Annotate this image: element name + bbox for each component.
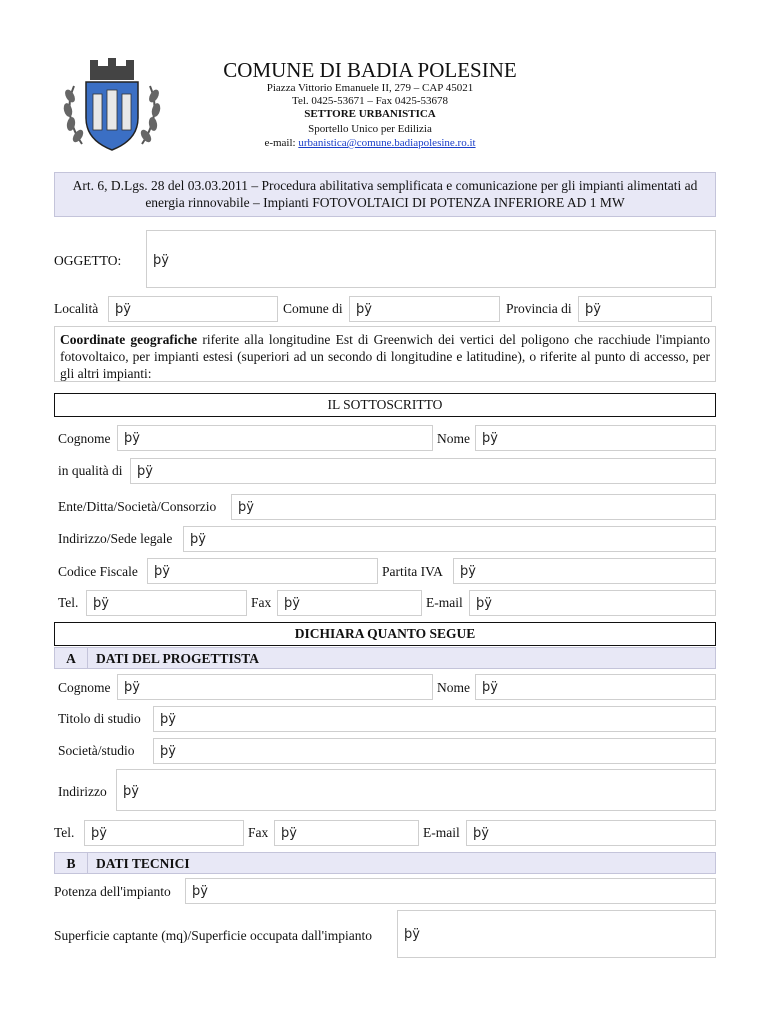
potenza-field[interactable]: þÿ — [185, 878, 716, 904]
email-field[interactable]: þÿ — [469, 590, 716, 616]
email-link[interactable]: urbanistica@comune.badiapolesine.ro.it — [298, 137, 476, 149]
cognome-label: Cognome — [58, 431, 111, 446]
coordinates-text: riferite alla longitudine Est di Greenwich dei vertici del poligono che racchiude l'impianto fotovoltaico, per impianti estesi (superiori ad un secondo di longitudine e latitudine), o riferite al punto di accesso, per gli altri impianti: — [60, 332, 710, 381]
piva-label: Partita IVA — [382, 564, 443, 579]
coordinates-note — [54, 326, 716, 382]
section-a-letter: A — [55, 648, 88, 668]
dichiara-heading: DICHIARA QUANTO SEGUE — [54, 622, 716, 646]
oggetto-field[interactable]: þÿ — [146, 230, 716, 288]
prog-fax-field[interactable]: þÿ — [274, 820, 419, 846]
prog-cognome-label: Cognome — [58, 680, 111, 695]
tel-label: Tel. — [58, 595, 79, 610]
oggetto-label: OGGETTO: — [54, 253, 122, 268]
provincia-label: Provincia di — [506, 301, 572, 316]
sector-line: SETTORE URBANISTICA — [304, 108, 436, 120]
section-b-title: DATI TECNICI — [96, 856, 190, 871]
superficie-label: Superficie captante (mq)/Superficie occupata dall'impianto — [54, 928, 373, 943]
municipality-title: COMUNE DI BADIA POLESINE — [223, 58, 517, 82]
provincia-field[interactable]: þÿ — [578, 296, 712, 322]
phone-line: Tel. 0425-53671 – Fax 0425-53678 — [292, 95, 448, 107]
titolo-label: Titolo di studio — [58, 711, 141, 726]
prog-cognome-field[interactable]: þÿ — [117, 674, 433, 700]
email-prefix: e-mail: — [264, 137, 299, 149]
societa-field[interactable]: þÿ — [153, 738, 716, 764]
societa-label: Società/studio — [58, 743, 135, 758]
indirizzo-field[interactable]: þÿ — [183, 526, 716, 552]
potenza-label: Potenza dell'impianto — [54, 884, 171, 899]
cf-label: Codice Fiscale — [58, 564, 138, 579]
section-a-title: DATI DEL PROGETTISTA — [96, 651, 260, 666]
cognome-field[interactable]: þÿ — [117, 425, 433, 451]
prog-indirizzo-field[interactable]: þÿ — [116, 769, 716, 811]
partita-iva-field[interactable]: þÿ — [453, 558, 716, 584]
office-line: Sportello Unico per Edilizia — [308, 123, 432, 135]
fax-field[interactable]: þÿ — [277, 590, 422, 616]
address-line: Piazza Vittorio Emanuele II, 279 – CAP 45021 — [266, 82, 474, 94]
prog-nome-field[interactable]: þÿ — [475, 674, 716, 700]
localita-field[interactable]: þÿ — [108, 296, 278, 322]
indirizzo-label: Indirizzo/Sede legale — [58, 531, 173, 546]
nome-label: Nome — [437, 431, 470, 446]
prog-indirizzo-label: Indirizzo — [58, 784, 107, 799]
sottoscritto-heading: IL SOTTOSCRITTO — [54, 393, 716, 417]
ente-field[interactable]: þÿ — [231, 494, 716, 520]
superficie-field[interactable]: þÿ — [397, 910, 716, 958]
article-reference: Art. 6, D.Lgs. 28 del 03.03.2011 – Procedura abilitativa semplificata e comunicazione per gli impianti alimentati ad energia rinnovabile – Impianti FOTOVOLTAICI DI POTENZA INFERIORE AD 1 MW — [54, 172, 716, 217]
titolo-field[interactable]: þÿ — [153, 706, 716, 732]
section-a-header — [54, 647, 716, 669]
codice-fiscale-field[interactable]: þÿ — [147, 558, 378, 584]
prog-tel-field[interactable]: þÿ — [84, 820, 244, 846]
prog-fax-label: Fax — [248, 825, 269, 840]
prog-email-field[interactable]: þÿ — [466, 820, 716, 846]
email-line — [170, 137, 570, 150]
section-b-header — [54, 852, 716, 874]
prog-tel-label: Tel. — [54, 825, 75, 840]
section-b-letter: B — [55, 853, 88, 873]
qualita-field[interactable]: þÿ — [130, 458, 716, 484]
comune-label: Comune di — [283, 301, 343, 316]
localita-label: Località — [54, 301, 99, 316]
tel-field[interactable]: þÿ — [86, 590, 247, 616]
coordinates-bold: Coordinate geografiche — [60, 332, 198, 347]
municipal-crest — [60, 56, 164, 156]
email-label: E-mail — [426, 595, 463, 610]
qualita-label: in qualità di — [58, 463, 123, 478]
nome-field[interactable]: þÿ — [475, 425, 716, 451]
comune-field[interactable]: þÿ — [349, 296, 500, 322]
ente-label: Ente/Ditta/Società/Consorzio — [58, 499, 217, 514]
fax-label: Fax — [251, 595, 272, 610]
prog-nome-label: Nome — [437, 680, 470, 695]
prog-email-label: E-mail — [423, 825, 460, 840]
